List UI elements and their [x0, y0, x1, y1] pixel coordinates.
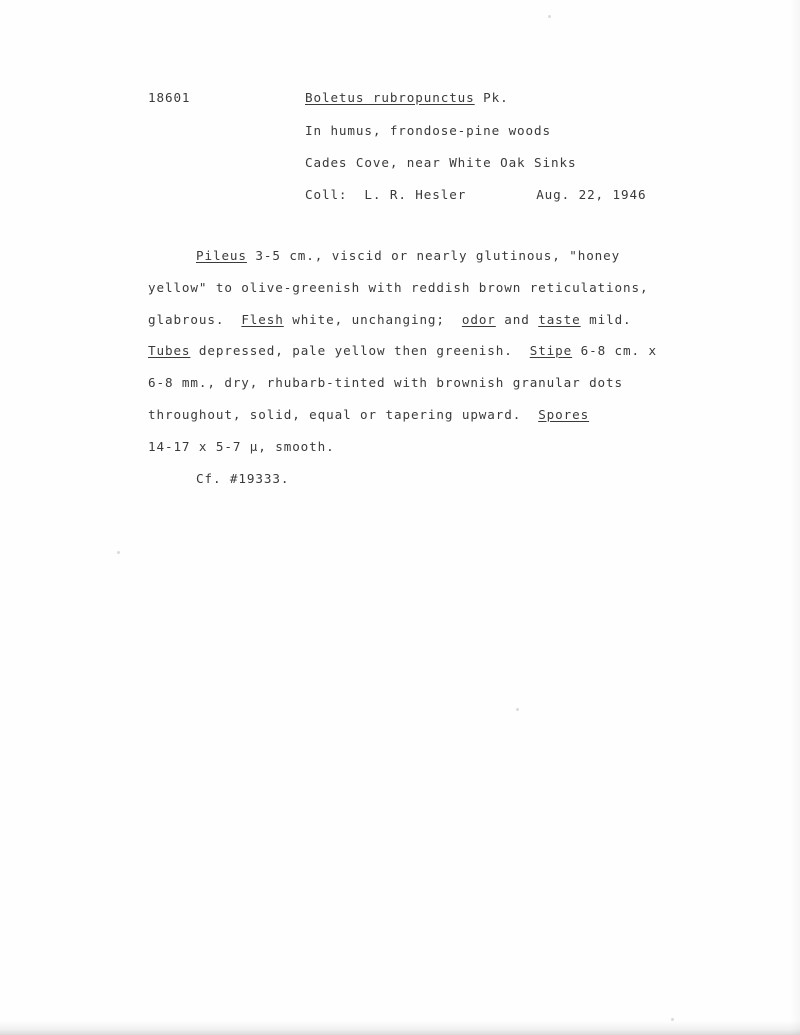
text-run: glabrous. [148, 312, 242, 327]
accession-number: 18601 [148, 90, 191, 105]
habitat-line: In humus, frondose-pine woods [305, 123, 551, 138]
page-edge-shadow-bottom [0, 1021, 800, 1035]
term-emphasis: Stipe [529, 343, 573, 358]
term-emphasis: odor [461, 312, 496, 327]
text-run: Cf. #19333. [196, 471, 290, 486]
term-emphasis: Flesh [241, 312, 284, 327]
species-heading [305, 92, 509, 105]
text-run: mild. [580, 312, 632, 327]
species-author [475, 90, 483, 105]
collector-name: L. R. Hesler [364, 187, 467, 202]
page-edge-shadow-right [790, 0, 800, 1035]
species-name: Boletus rubropunctus [305, 90, 475, 105]
description-line-3 [148, 314, 632, 327]
author-abbrev: Pk. [483, 90, 509, 105]
cross-reference-line [196, 473, 289, 486]
description-line-1 [196, 250, 620, 263]
paper-speck [516, 708, 519, 711]
term-emphasis: Spores [538, 407, 590, 422]
text-run: 3-5 cm., viscid or nearly glutinous, "honey [246, 248, 621, 263]
paper-speck [117, 551, 120, 554]
text-run: 14-17 x 5-7 μ, smooth. [148, 439, 335, 454]
description-line-5 [148, 377, 623, 390]
text-run: white, unchanging; [283, 312, 462, 327]
term-emphasis: Pileus [196, 248, 247, 263]
text-run: 6-8 cm. x [572, 343, 657, 358]
text-run: 6-8 mm., dry, rhubarb-tinted with brownish granular dots [148, 375, 623, 390]
term-emphasis: Tubes [148, 343, 191, 358]
text-run: yellow" to olive-greenish with reddish brown reticulations, [148, 280, 649, 295]
text-run: depressed, pale yellow then greenish. [190, 343, 530, 358]
description-line-2 [148, 282, 648, 295]
paper-speck [548, 15, 551, 18]
text-run: throughout, solid, equal or tapering upward. [148, 407, 539, 422]
collector-line [305, 189, 646, 202]
locality-line: Cades Cove, near White Oak Sinks [305, 155, 577, 170]
collector-label: Coll: [305, 187, 348, 202]
collector-spacer [347, 187, 364, 202]
description-line-6 [148, 409, 589, 422]
description-line-7 [148, 441, 335, 454]
collection-date: Aug. 22, 1946 [536, 187, 647, 202]
description-line-4 [148, 345, 657, 358]
term-emphasis: taste [538, 312, 581, 327]
text-run: and [495, 312, 539, 327]
